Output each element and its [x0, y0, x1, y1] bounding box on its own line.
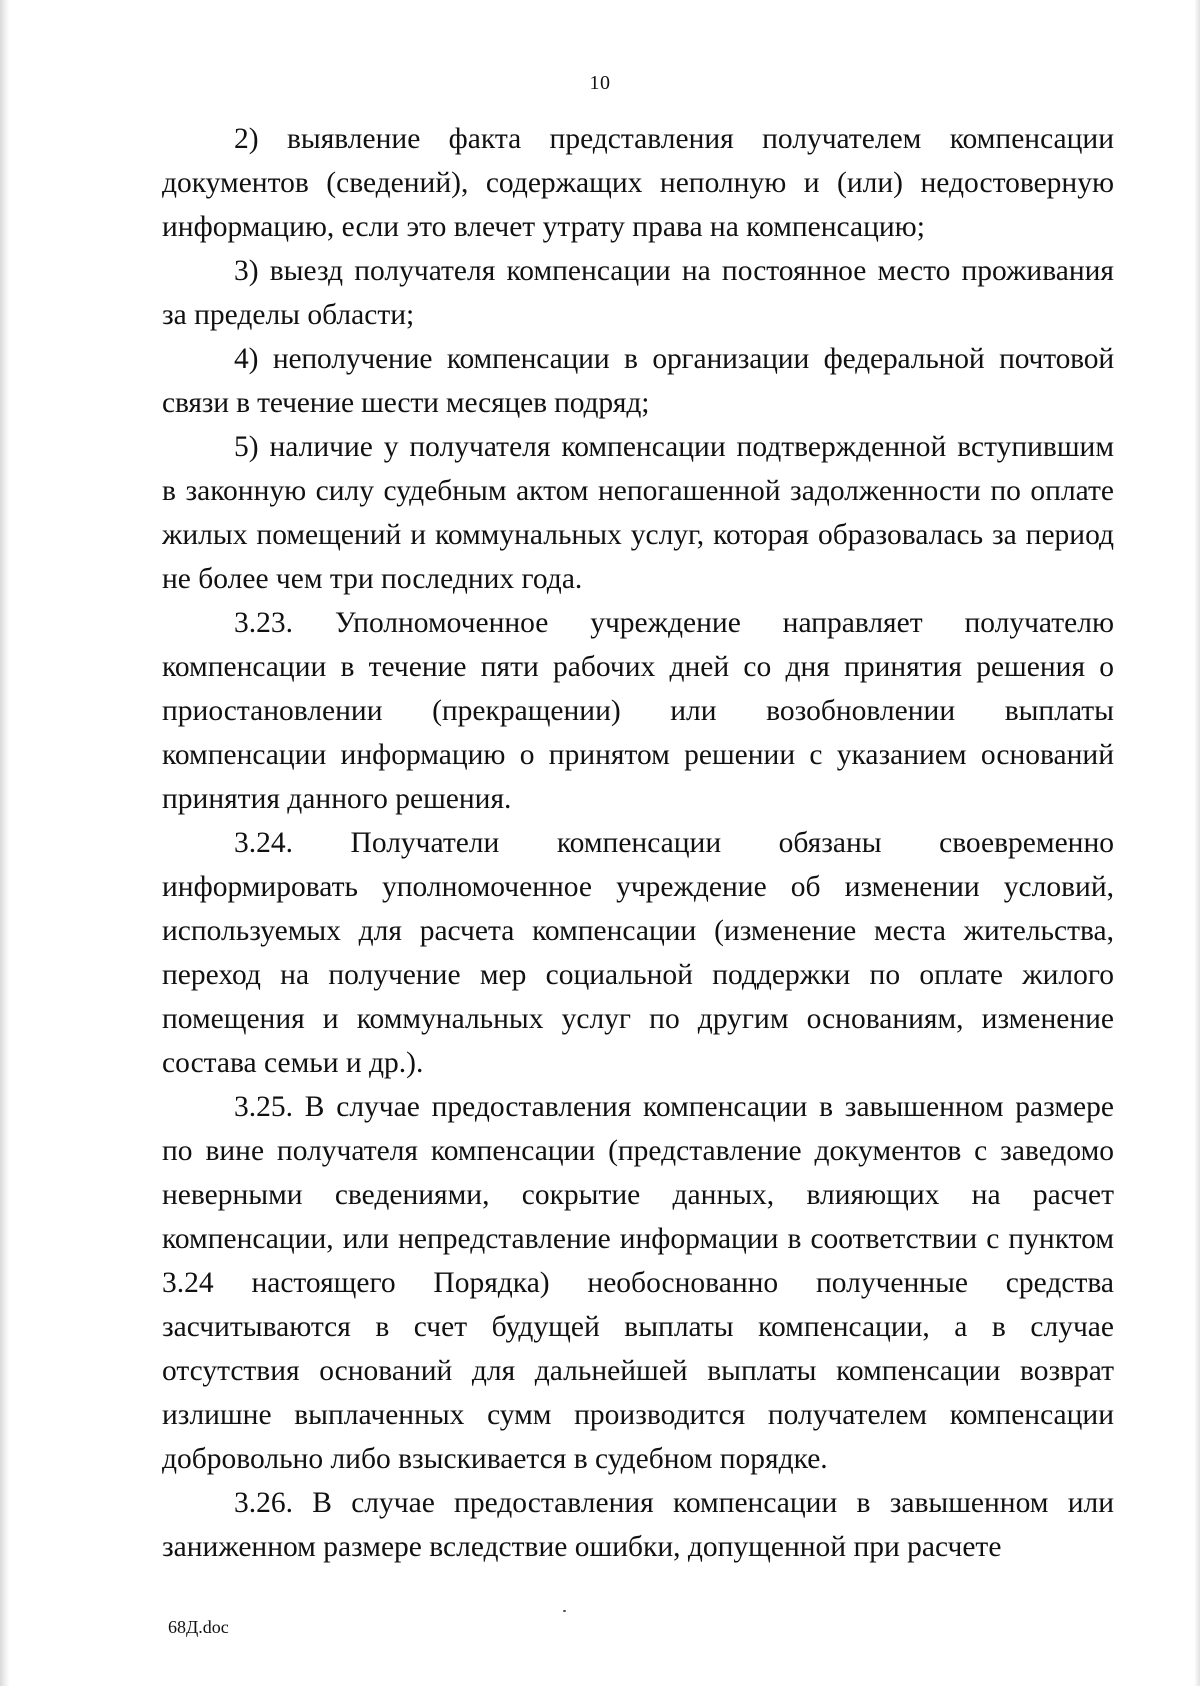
- paragraph-clause-3-23: 3.23. Уполномоченное учреждение направляет получателю компенсации в течение пяти рабочих дней со дня принятия решения о приостановлении (прекращении) или возобновлении выплаты компенсации информацию о принятом решении с указанием оснований принятия данного решения.: [162, 607, 1114, 815]
- paragraph-clause-3-26: 3.26. В случае предоставления компенсации в завышенном или заниженном размере вследствие ошибки, допущенной при расчете: [162, 1487, 1114, 1563]
- paragraph-clause-3-25: 3.25. В случае предоставления компенсации в завышенном размере по вине получателя компенсации (представление документов с заведомо неверными сведениями, сокрытие данных, влияющих на расчет компенсации, или непредставление информации в соответствии с пунктом 3.24 настоящего Порядка) необоснованно полученные средства засчитываются в счет будущей выплаты компенсации, а в случае отсутствия оснований для дальнейшей выплаты компенсации возврат излишне выплаченных сумм производится получателем компенсации добровольно либо взыскивается в судебном порядке.: [162, 1091, 1114, 1475]
- paragraph-item-5: 5) наличие у получателя компенсации подтвержденной вступившим в законную силу судебным актом непогашенной задолженности по оплате жилых помещений и коммунальных услуг, которая образовалась за период не более чем три последних года.: [162, 431, 1114, 595]
- paragraph-item-2: 2) выявление факта представления получателем компенсации документов (сведений), содержащих неполную и (или) недостоверную информацию, если это влечет утрату права на компенсацию;: [162, 123, 1114, 243]
- footer-filename: 68Д.doc: [168, 1617, 229, 1637]
- document-body: [162, 117, 1114, 1569]
- scan-artifact-dot: [563, 1610, 566, 1612]
- paragraph-clause-3-24: 3.24. Получатели компенсации обязаны своевременно информировать уполномоченное учреждение об изменении условий, используемых для расчета компенсации (изменение места жительства, переход на получение мер социальной поддержки по оплате жилого помещения и коммунальных услуг по другим основаниям, изменение состава семьи и др.).: [162, 827, 1114, 1079]
- scan-edge-right: [1194, 0, 1200, 1686]
- paragraph-item-3: 3) выезд получателя компенсации на постоянное место проживания за пределы области;: [162, 255, 1114, 331]
- page-number: 10: [589, 72, 611, 94]
- scan-edge-left: [0, 0, 10, 1686]
- paragraph-item-4: 4) неполучение компенсации в организации федеральной почтовой связи в течение шести месяцев подряд;: [162, 343, 1114, 419]
